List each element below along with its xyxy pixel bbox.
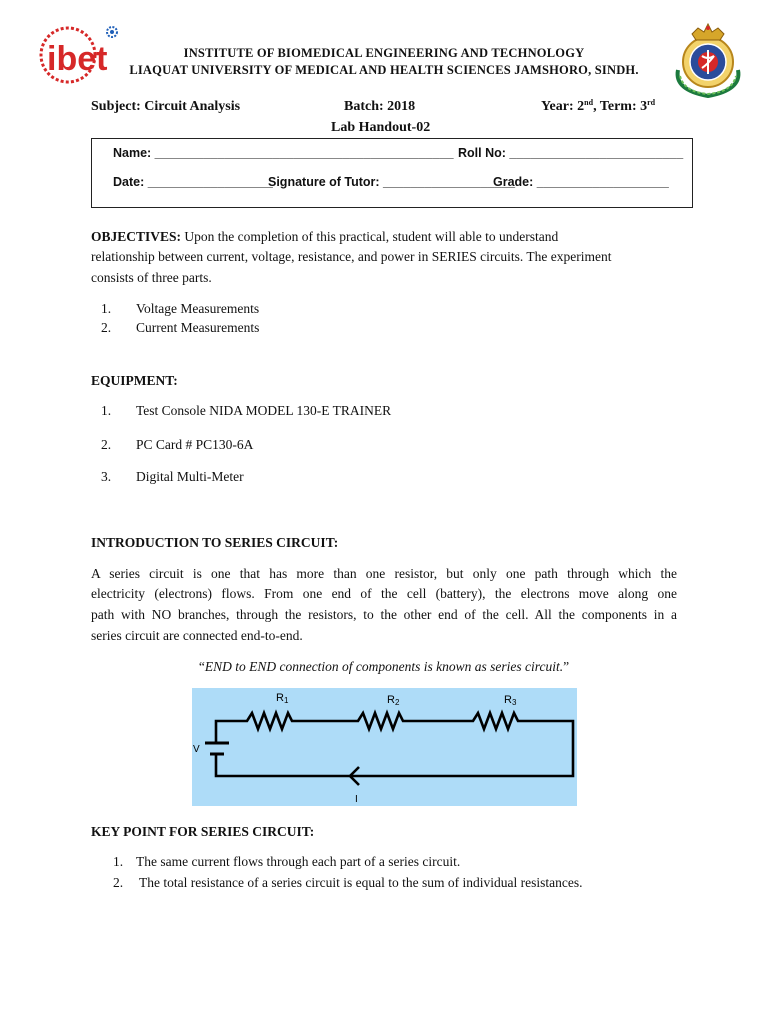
grade-field[interactable]: Grade: ___________________ [493,175,669,189]
university-name: LIAQUAT UNIVERSITY OF MEDICAL AND HEALTH SCIENCES JAMSHORO, SINDH. [129,63,639,77]
voltage-label: V [193,744,200,755]
objectives-heading: OBJECTIVES: [91,229,182,244]
equipment-item-number: 3. [101,469,112,484]
logo-text: ibet [47,40,108,78]
keypoint-item: The total resistance of a series circuit is equal to the sum of individual resistances. [139,875,583,890]
date-field[interactable]: Date: __________________ [113,175,273,189]
keypoint-number: 1. [113,854,124,869]
signature-field[interactable]: Signature of Tutor: ___________________ [268,175,516,189]
subject-label: Subject: Circuit Analysis [91,99,241,114]
objective-item: Voltage Measurements [136,301,260,316]
diagram-background [192,688,577,806]
year-term-label: Year: 2nd, Term: 3rd [541,98,656,114]
keypoints-heading: KEY POINT FOR SERIES CIRCUIT: [91,824,315,839]
equipment-item-number: 1. [101,403,112,418]
keypoint-item: The same current flows through each part of a series circuit. [136,854,461,869]
objectives-line1: OBJECTIVES: Upon the completion of this practical, student will able to understand [91,229,559,244]
equipment-item: Test Console NIDA MODEL 130-E TRAINER [136,403,392,418]
equipment-item: Digital Multi-Meter [136,469,244,484]
intro-line2: electricity (electrons) flows. From one end of the cell (battery), the electrons move along one [91,586,677,601]
institute-name: INSTITUTE OF BIOMEDICAL ENGINEERING AND TECHNOLOGY [183,46,585,60]
current-label: I [355,794,358,805]
intro-line3: path with NO branches, through the resistors, to the other end of the cell. All the components in a [91,607,677,622]
objective-item-number: 2. [101,320,112,335]
objective-item: Current Measurements [136,320,260,335]
objectives-line3: consists of three parts. [91,270,212,285]
resistor-r2-label: R2 [387,694,400,707]
keypoint-number: 2. [113,875,124,890]
intro-heading: INTRODUCTION TO SERIES CIRCUIT: [91,535,339,550]
series-quote: “END to END connection of components is known as series circuit.” [198,659,570,674]
intro-line4: series circuit are connected end-to-end. [91,628,303,643]
resistor-r3-label: R3 [504,694,517,707]
equipment-heading: EQUIPMENT: [91,373,178,388]
resistor-r1-label: R1 [276,692,289,705]
handout-title: Lab Handout-02 [331,120,431,135]
batch-label: Batch: 2018 [344,99,416,114]
series-circuit-diagram [192,688,577,806]
objectives-line2: relationship between current, voltage, resistance, and power in SERIES circuits. The experiment [91,249,612,264]
objective-item-number: 1. [101,301,112,316]
intro-line1: A series circuit is one that has more than one resistor, but only one path through which the [91,566,677,581]
student-info-box [91,138,693,208]
equipment-item: PC Card # PC130-6A [136,437,254,452]
roll-no-field[interactable]: Roll No: _________________________ [458,146,684,160]
name-field[interactable]: Name: ___________________________________________ [113,146,454,160]
university-seal [670,20,746,100]
equipment-item-number: 2. [101,437,112,452]
